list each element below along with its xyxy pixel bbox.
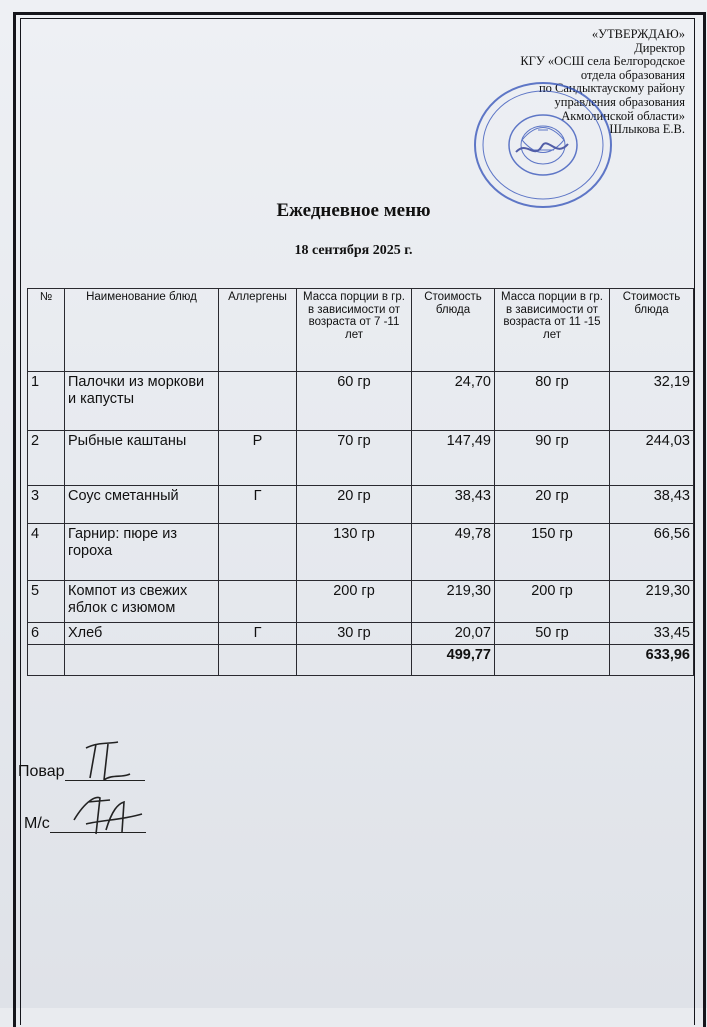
row-number: 5 — [28, 581, 65, 623]
mass-7-11: 200 гр — [297, 581, 412, 623]
cost-11-15: 38,43 — [610, 486, 694, 524]
allergen: Г — [219, 623, 297, 645]
approval-line: управления образования — [554, 94, 685, 109]
approval-line: КГУ «ОСШ села Белгородское — [520, 54, 685, 69]
empty-cell — [495, 645, 610, 676]
official-stamp-icon — [472, 80, 614, 210]
cost-11-15: 33,45 — [610, 623, 694, 645]
dish-name: Компот из свежих яблок с изюмом — [65, 581, 219, 623]
row-number: 1 — [28, 372, 65, 431]
row-number: 2 — [28, 431, 65, 486]
mass-7-11: 60 гр — [297, 372, 412, 431]
table-row — [28, 581, 694, 623]
dish-name: Гарнир: пюре из гороха — [65, 524, 219, 581]
mass-11-15: 90 гр — [495, 431, 610, 486]
mass-7-11: 130 гр — [297, 524, 412, 581]
dish-name: Палочки из моркови и капусты — [65, 372, 219, 431]
mass-7-11: 30 гр — [297, 623, 412, 645]
cost-7-11: 147,49 — [412, 431, 495, 486]
empty-cell — [65, 645, 219, 676]
table-row — [28, 486, 694, 524]
document-date: 18 сентября 2025 г. — [294, 243, 413, 258]
dish-name: Рыбные каштаны — [65, 431, 219, 486]
dish-name: Хлеб — [65, 623, 219, 645]
cost-7-11: 219,30 — [412, 581, 495, 623]
cost-7-11: 38,43 — [412, 486, 495, 524]
cook-label: Повар — [18, 763, 65, 780]
header-cell: Аллергены — [219, 289, 297, 372]
totals-row — [28, 645, 694, 676]
document-title: Ежедневное меню — [276, 200, 431, 221]
menu-table — [27, 288, 694, 676]
allergen — [219, 524, 297, 581]
total-cost-11-15: 633,96 — [610, 645, 694, 676]
table-header-row — [28, 289, 694, 372]
cost-11-15: 244,03 — [610, 431, 694, 486]
allergen: Р — [219, 431, 297, 486]
table-row — [28, 372, 694, 431]
mass-11-15: 200 гр — [495, 581, 610, 623]
cost-11-15: 219,30 — [610, 581, 694, 623]
table-row — [28, 623, 694, 645]
header-cell: Стоимость блюда — [412, 289, 495, 372]
mass-11-15: 150 гр — [495, 524, 610, 581]
header-cell: Масса порции в гр. в зависимости от возраста от 11 -15 лет — [495, 289, 610, 372]
approval-line: по Сандыктаускому району — [538, 81, 685, 96]
cost-7-11: 49,78 — [412, 524, 495, 581]
mass-11-15: 50 гр — [495, 623, 610, 645]
header-cell: Масса порции в гр. в зависимости от возраста от 7 -11 лет — [297, 289, 412, 372]
nurse-signature-icon — [66, 790, 146, 840]
empty-cell — [297, 645, 412, 676]
allergen: Г — [219, 486, 297, 524]
header-cell: Стоимость блюда — [610, 289, 694, 372]
cost-11-15: 66,56 — [610, 524, 694, 581]
approval-line: «УТВЕРЖДАЮ» — [591, 27, 685, 41]
cost-7-11: 24,70 — [412, 372, 495, 431]
cost-11-15: 32,19 — [610, 372, 694, 431]
mass-7-11: 20 гр — [297, 486, 412, 524]
approval-line: отдела образования — [580, 67, 685, 82]
row-number: 3 — [28, 486, 65, 524]
table-row — [28, 524, 694, 581]
header-cell: Наименование блюд — [65, 289, 219, 372]
empty-cell — [219, 645, 297, 676]
approval-line: Шлыкова Е.В. — [609, 122, 685, 137]
total-cost-7-11: 499,77 — [412, 645, 495, 676]
allergen — [219, 372, 297, 431]
approval-line: Акмолинской области» — [561, 108, 685, 123]
nurse-label: М/с — [24, 815, 50, 832]
header-cell: № — [28, 289, 65, 372]
row-number: 6 — [28, 623, 65, 645]
row-number: 4 — [28, 524, 65, 581]
cost-7-11: 20,07 — [412, 623, 495, 645]
table-row — [28, 431, 694, 486]
dish-name: Соус сметанный — [65, 486, 219, 524]
approval-line: Директор — [634, 40, 685, 55]
cook-signature-icon — [78, 738, 138, 788]
mass-11-15: 80 гр — [495, 372, 610, 431]
empty-cell — [28, 645, 65, 676]
allergen — [219, 581, 297, 623]
mass-11-15: 20 гр — [495, 486, 610, 524]
mass-7-11: 70 гр — [297, 431, 412, 486]
